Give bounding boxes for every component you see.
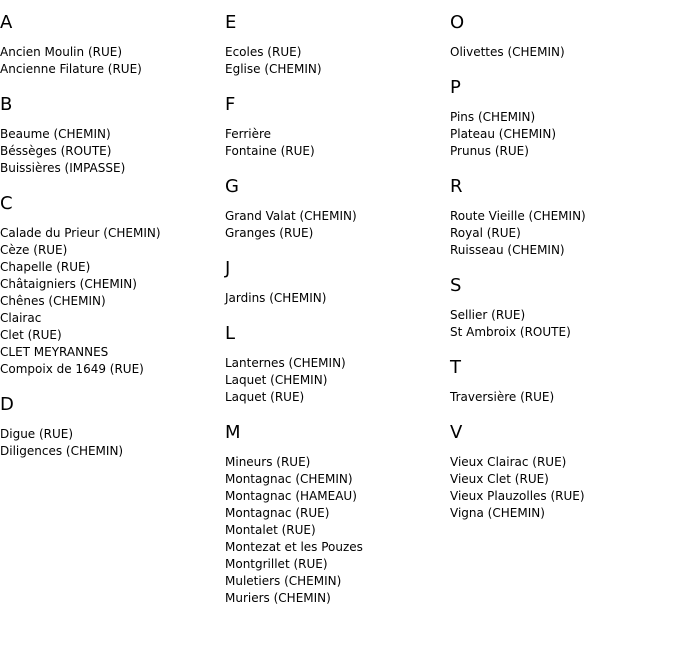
street-index-column-3 (450, 12, 670, 538)
letter-heading: A (0, 12, 13, 33)
letter-heading: G (225, 176, 239, 197)
street-list (0, 44, 220, 78)
letter-heading: L (225, 323, 236, 344)
letter-heading: R (450, 176, 463, 197)
letter-group (450, 176, 670, 259)
street-name: Ancienne Filature (RUE) (0, 62, 142, 76)
street-name: Muriers (CHEMIN) (225, 591, 331, 605)
street-name: Prunus (RUE) (450, 144, 529, 158)
street-name: Traversière (RUE) (450, 390, 555, 404)
street-name: St Ambroix (ROUTE) (450, 325, 571, 339)
street-name: Sellier (RUE) (450, 308, 526, 322)
letter-heading: C (0, 193, 13, 214)
letter-group (450, 12, 670, 61)
street-list (225, 208, 445, 242)
street-list (0, 126, 220, 177)
street-name: Beaume (CHEMIN) (0, 127, 111, 141)
street-name: Muletiers (CHEMIN) (225, 574, 342, 588)
letter-group (450, 77, 670, 160)
street-list (450, 454, 670, 522)
street-name: Lanternes (CHEMIN) (225, 356, 346, 370)
street-name: Béssèges (ROUTE) (0, 144, 112, 158)
street-name: Clairac (0, 311, 42, 325)
letter-group (0, 12, 220, 78)
street-name: Montagnac (CHEMIN) (225, 472, 353, 486)
letter-heading: S (450, 275, 462, 296)
street-list (450, 208, 670, 259)
street-name: Fontaine (RUE) (225, 144, 315, 158)
street-name: Ruisseau (CHEMIN) (450, 243, 565, 257)
letter-heading: F (225, 94, 236, 115)
street-name: Compoix de 1649 (RUE) (0, 362, 144, 376)
street-index-column-1 (0, 12, 220, 476)
letter-group (0, 94, 220, 177)
street-index-column-2 (225, 12, 445, 623)
letter-heading: E (225, 12, 237, 33)
street-name: Montagnac (HAMEAU) (225, 489, 357, 503)
street-name: Montalet (RUE) (225, 523, 316, 537)
street-name: Vieux Clet (RUE) (450, 472, 549, 486)
street-name: Vieux Clairac (RUE) (450, 455, 567, 469)
letter-group (450, 275, 670, 341)
street-name: Ancien Moulin (RUE) (0, 45, 123, 59)
street-name: Jardins (CHEMIN) (225, 291, 327, 305)
letter-group (225, 422, 445, 607)
letter-group (225, 94, 445, 160)
street-list (0, 426, 220, 460)
letter-group (225, 258, 445, 307)
street-name: Granges (RUE) (225, 226, 314, 240)
letter-group (225, 12, 445, 78)
street-list (225, 126, 445, 160)
street-name: Montagnac (RUE) (225, 506, 330, 520)
street-name: Buissières (IMPASSE) (0, 161, 126, 175)
street-name: Vigna (CHEMIN) (450, 506, 545, 520)
street-name: Châtaigniers (CHEMIN) (0, 277, 137, 291)
street-name: Clet (RUE) (0, 328, 62, 342)
letter-group (225, 323, 445, 406)
street-name: Chapelle (RUE) (0, 260, 91, 274)
street-list (450, 307, 670, 341)
street-list (0, 225, 220, 378)
street-name: Diligences (CHEMIN) (0, 444, 124, 458)
letter-heading: D (0, 394, 14, 415)
letter-heading: M (225, 422, 241, 443)
street-name: Digue (RUE) (0, 427, 74, 441)
letter-group (0, 193, 220, 378)
street-name: Vieux Plauzolles (RUE) (450, 489, 585, 503)
letter-group (450, 357, 670, 406)
street-name: Cèze (RUE) (0, 243, 68, 257)
street-name: Laquet (RUE) (225, 390, 305, 404)
street-list (450, 44, 670, 61)
street-list (225, 290, 445, 307)
street-list (450, 389, 670, 406)
letter-group (0, 394, 220, 460)
letter-group (450, 422, 670, 522)
street-name: Eglise (CHEMIN) (225, 62, 322, 76)
street-name: Plateau (CHEMIN) (450, 127, 557, 141)
street-list (225, 454, 445, 607)
letter-heading: O (450, 12, 465, 33)
letter-heading: B (0, 94, 13, 115)
street-name: Pins (CHEMIN) (450, 110, 536, 124)
street-name: Laquet (CHEMIN) (225, 373, 328, 387)
letter-heading: P (450, 77, 461, 98)
street-name: Montezat et les Pouzes (225, 540, 363, 554)
street-name: Calade du Prieur (CHEMIN) (0, 226, 161, 240)
street-name: Ferrière (225, 127, 272, 141)
letter-heading: T (450, 357, 461, 378)
street-name: Montgrillet (RUE) (225, 557, 328, 571)
street-name: Mineurs (RUE) (225, 455, 311, 469)
street-name: Royal (RUE) (450, 226, 521, 240)
street-name: Ecoles (RUE) (225, 45, 302, 59)
letter-heading: V (450, 422, 463, 443)
street-list (225, 44, 445, 78)
street-name: Chênes (CHEMIN) (0, 294, 106, 308)
street-name: Olivettes (CHEMIN) (450, 45, 565, 59)
street-list (225, 355, 445, 406)
letter-group (225, 176, 445, 242)
street-name: CLET MEYRANNES (0, 345, 109, 359)
street-name: Route Vieille (CHEMIN) (450, 209, 586, 223)
letter-heading: J (225, 258, 231, 279)
street-name: Grand Valat (CHEMIN) (225, 209, 357, 223)
street-list (450, 109, 670, 160)
